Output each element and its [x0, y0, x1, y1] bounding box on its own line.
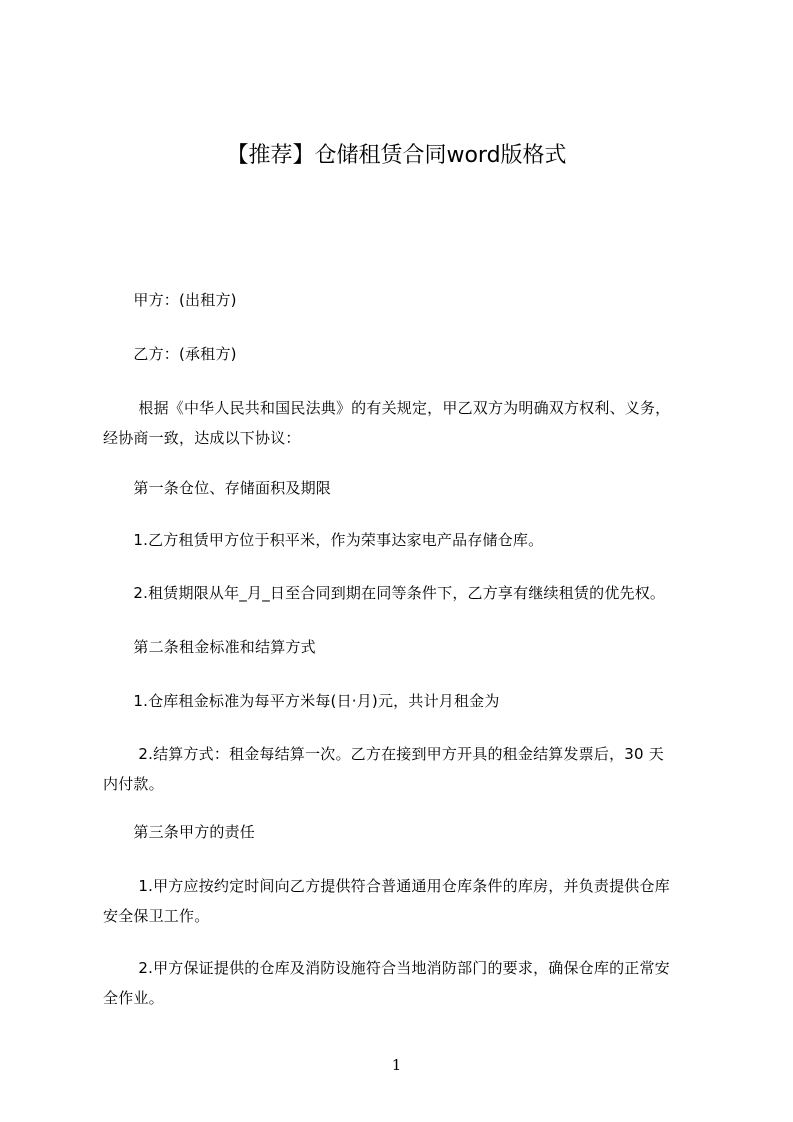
text-line: 1.甲方应按约定时间向乙方提供符合普通通用仓库条件的库房，并负责提供仓库	[103, 877, 670, 895]
article-3-heading	[103, 817, 703, 847]
text-line: 全作业。	[103, 989, 164, 1007]
party-b-paragraph	[103, 339, 703, 369]
party-a-paragraph	[103, 285, 703, 315]
text-line: 根据《中华人民共和国民法典》的有关规定，甲乙双方为明确双方权利、义务，	[103, 399, 671, 417]
text-line: 甲方：(出租方)	[103, 291, 237, 309]
article-1-clause-1	[103, 525, 703, 555]
text-line: 乙方：(承租方)	[103, 345, 237, 363]
text-line: 2.甲方保证提供的仓库及消防设施符合当地消防部门的要求，确保仓库的正常安	[103, 959, 670, 977]
page-number: 1	[391, 1056, 402, 1074]
preamble-paragraph	[103, 393, 703, 453]
text-line: 经协商一致，达成以下协议：	[103, 429, 301, 447]
article-3-clause-2	[103, 953, 703, 1013]
article-2-clause-1	[103, 686, 703, 716]
text-line: 安全保卫工作。	[103, 907, 210, 925]
article-3-clause-1	[103, 871, 703, 931]
text-line: 2.结算方式：租金每结算一次。乙方在接到甲方开具的租金结算发票后，30 天	[103, 745, 664, 763]
text-line: 第一条仓位、存储面积及期限	[103, 479, 332, 497]
text-line: 第三条甲方的责任	[103, 823, 256, 841]
text-line: 1.仓库租金标准为每平方米每(日·月)元，共计月租金为	[103, 692, 500, 710]
article-2-clause-2	[103, 739, 703, 799]
article-1-heading	[103, 473, 703, 503]
document-title: 【推荐】仓储租赁合同word版格式	[226, 143, 567, 168]
article-2-heading	[103, 632, 703, 662]
text-line: 第二条租金标准和结算方式	[103, 638, 316, 656]
text-line: 内付款。	[103, 775, 164, 793]
text-line: 1.乙方租赁甲方位于积平米，作为荣事达家电产品存储仓库。	[103, 531, 544, 549]
article-1-clause-2	[103, 578, 703, 608]
text-line: 2.租赁期限从年_月_日至合同到期在同等条件下，乙方享有继续租赁的优先权。	[103, 584, 666, 602]
